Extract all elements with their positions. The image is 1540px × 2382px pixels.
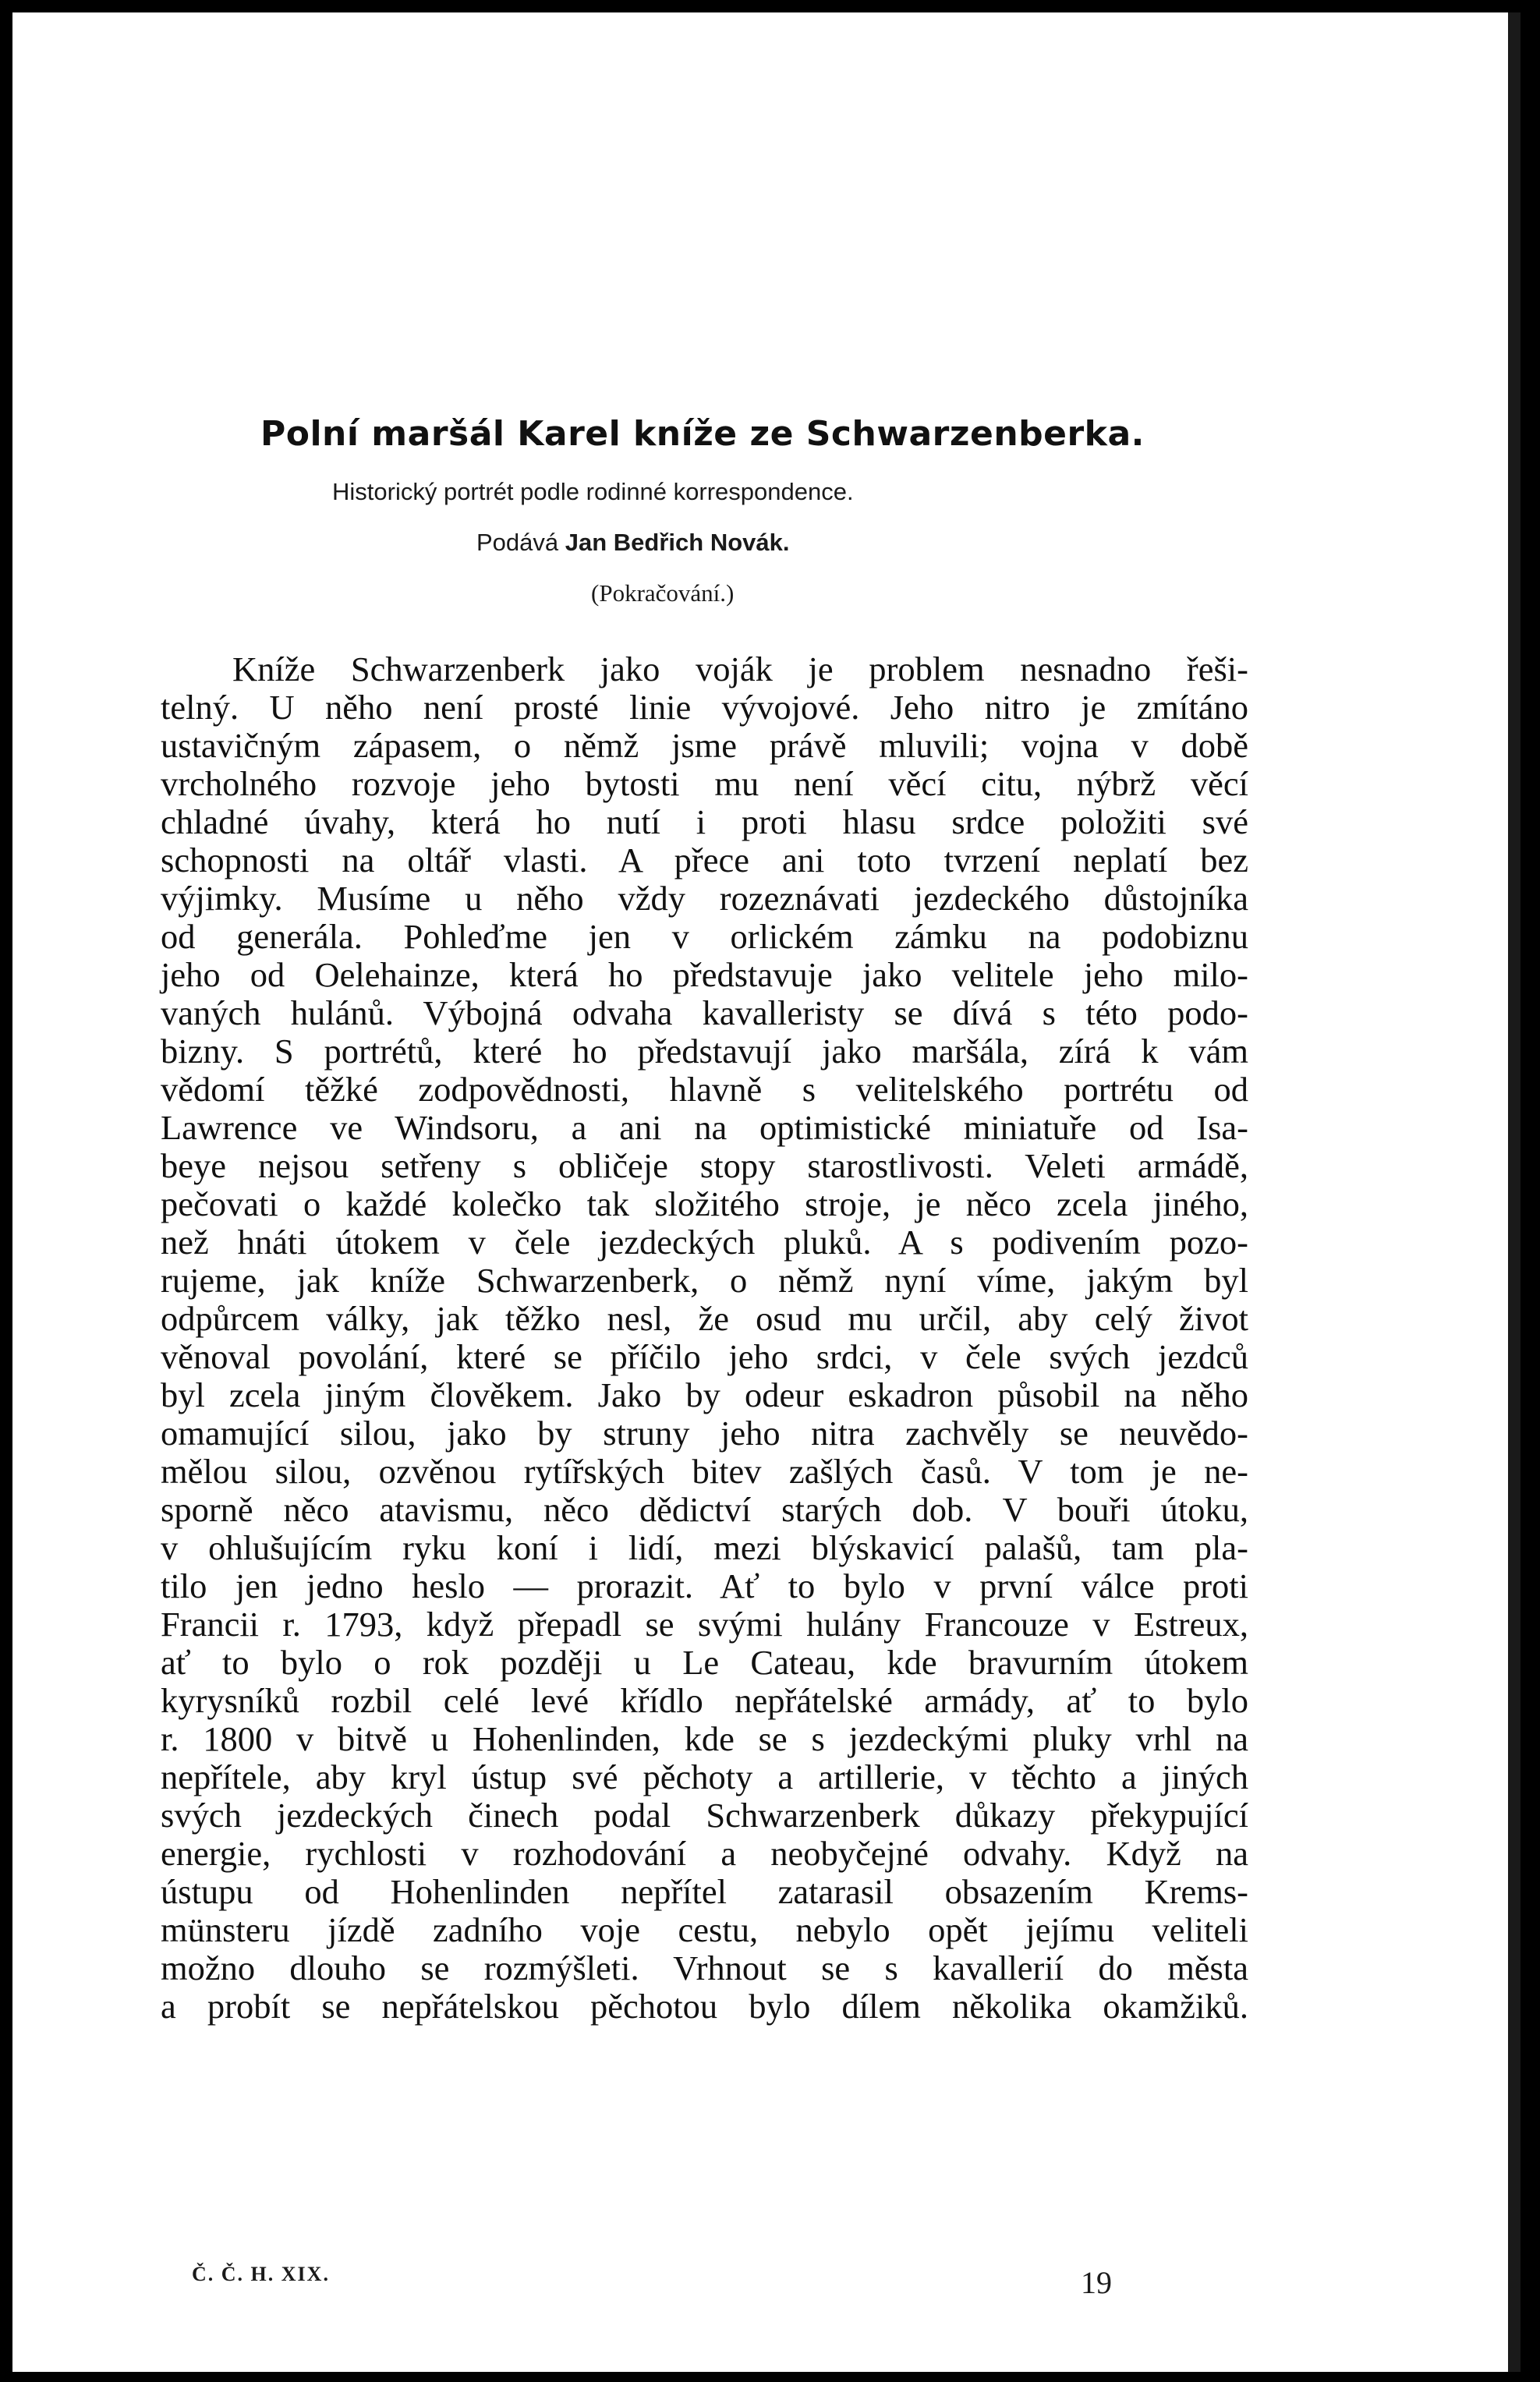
body-line: a probít se nepřátelskou pěchotou bylo dílem několika okamžiků.: [161, 1987, 1248, 2026]
body-line: odpůrcem války, jak těžko nesl, že osud mu určil, aby celý život: [161, 1299, 1248, 1338]
body-line: energie, rychlosti v rozhodování a neobyčejné odvahy. Když na: [161, 1834, 1248, 1873]
body-line: výjimky. Musíme u něho vždy rozeznávati jezdeckého důstojníka: [161, 879, 1248, 918]
body-line: omamující silou, jako by struny jeho nitra zachvěly se neuvědo-: [161, 1414, 1248, 1453]
body-line: ustavičným zápasem, o němž jsme právě mluvili; vojna v době: [161, 726, 1248, 765]
body-line: tilo jen jedno heslo — prorazit. Ať to bylo v první válce proti: [161, 1566, 1248, 1605]
body-line: ústupu od Hohenlinden nepřítel zatarasil obsazením Krems-: [161, 1872, 1248, 1911]
body-line: bizny. S portrétů, které ho představují jako maršála, zírá k vám: [161, 1032, 1248, 1071]
body-line: rujeme, jak kníže Schwarzenberk, o němž nyní víme, jakým byl: [161, 1261, 1248, 1300]
body-line: ať to bylo o rok později u Le Cateau, kde bravurním útokem: [161, 1643, 1248, 1682]
body-line: Kníže Schwarzenberk jako voják je problem nesnadno řeši-: [232, 649, 1248, 688]
body-line: pečovati o každé kolečko tak složitého stroje, je něco zcela jiného,: [161, 1184, 1248, 1223]
body-line: telný. U něho není prosté linie vývojové. Jeho nitro je zmítáno: [161, 688, 1248, 727]
document-page: [12, 12, 1521, 2372]
article-subtitle: Historický portrét podle rodinné korrespondence.: [332, 478, 854, 505]
article-body: [161, 650, 1248, 2026]
body-line: sporně něco atavismu, něco dědictví starých dob. V bouři útoku,: [161, 1490, 1248, 1529]
body-line: kyrysníků rozbil celé levé křídlo nepřátelské armády, ať to bylo: [161, 1681, 1248, 1720]
body-line: věnoval povolání, které se příčilo jeho srdci, v čele svých jezdců: [161, 1337, 1248, 1376]
body-line: vaných hulánů. Výbojná odvaha kavalleristy se dívá s této podo-: [161, 993, 1248, 1032]
article-title: Polní maršál Karel kníže ze Schwarzenberka.: [260, 414, 1145, 454]
continued-note: (Pokračování.): [591, 579, 735, 607]
body-line: jeho od Oelehainze, která ho představuje jako velitele jeho milo-: [161, 955, 1248, 994]
body-line: vědomí těžké zodpovědnosti, hlavně s velitelského portrétu od: [161, 1070, 1248, 1109]
body-line: možno dlouho se rozmýšleti. Vrhnout se s kavallerií do města: [161, 1948, 1248, 1987]
body-line: vrcholného rozvoje jeho bytosti mu není věcí citu, nýbrž věcí: [161, 764, 1248, 803]
article-author: Jan Bedřich Novák.: [565, 529, 790, 556]
body-line: nepřítele, aby kryl ústup své pěchoty a artillerie, v těchto a jiných: [161, 1757, 1248, 1796]
page-number: 19: [1081, 2265, 1112, 2300]
byline-prefix: Podává: [476, 529, 559, 556]
body-line: schopnosti na oltář vlasti. A přece ani toto tvrzení neplatí bez: [161, 841, 1248, 880]
body-line: než hnáti útokem v čele jezdeckých pluků. A s podivením pozo-: [161, 1223, 1248, 1262]
body-line: chladné úvahy, která ho nutí i proti hlasu srdce položiti své: [161, 802, 1248, 841]
printer-signature: Č. Č. H. XIX.: [192, 2263, 330, 2285]
body-line: od generála. Pohleďme jen v orlickém zámku na podobiznu: [161, 917, 1248, 956]
body-line: mělou silou, ozvěnou rytířských bitev zašlých časů. V tom je ne-: [161, 1452, 1248, 1491]
body-line: svých jezdeckých činech podal Schwarzenberk důkazy překypující: [161, 1796, 1248, 1835]
body-line: v ohlušujícím ryku koní i lidí, mezi blýskavicí palašů, tam pla-: [161, 1528, 1248, 1567]
body-line: r. 1800 v bitvě u Hohenlinden, kde se s jezdeckými pluky vrhl na: [161, 1719, 1248, 1758]
body-line: Francii r. 1793, když přepadl se svými hulány Francouze v Estreux,: [161, 1605, 1248, 1644]
body-line: byl zcela jiným člověkem. Jako by odeur eskadron působil na něho: [161, 1375, 1248, 1414]
body-line: beye nejsou setřeny s obličeje stopy starostlivosti. Veleti armádě,: [161, 1146, 1248, 1185]
body-line: Lawrence ve Windsoru, a ani na optimistické miniatuře od Isa-: [161, 1108, 1248, 1147]
body-line: münsteru jízdě zadního voje cestu, nebylo opět jejímu veliteli: [161, 1910, 1248, 1949]
article-byline: [476, 529, 789, 557]
